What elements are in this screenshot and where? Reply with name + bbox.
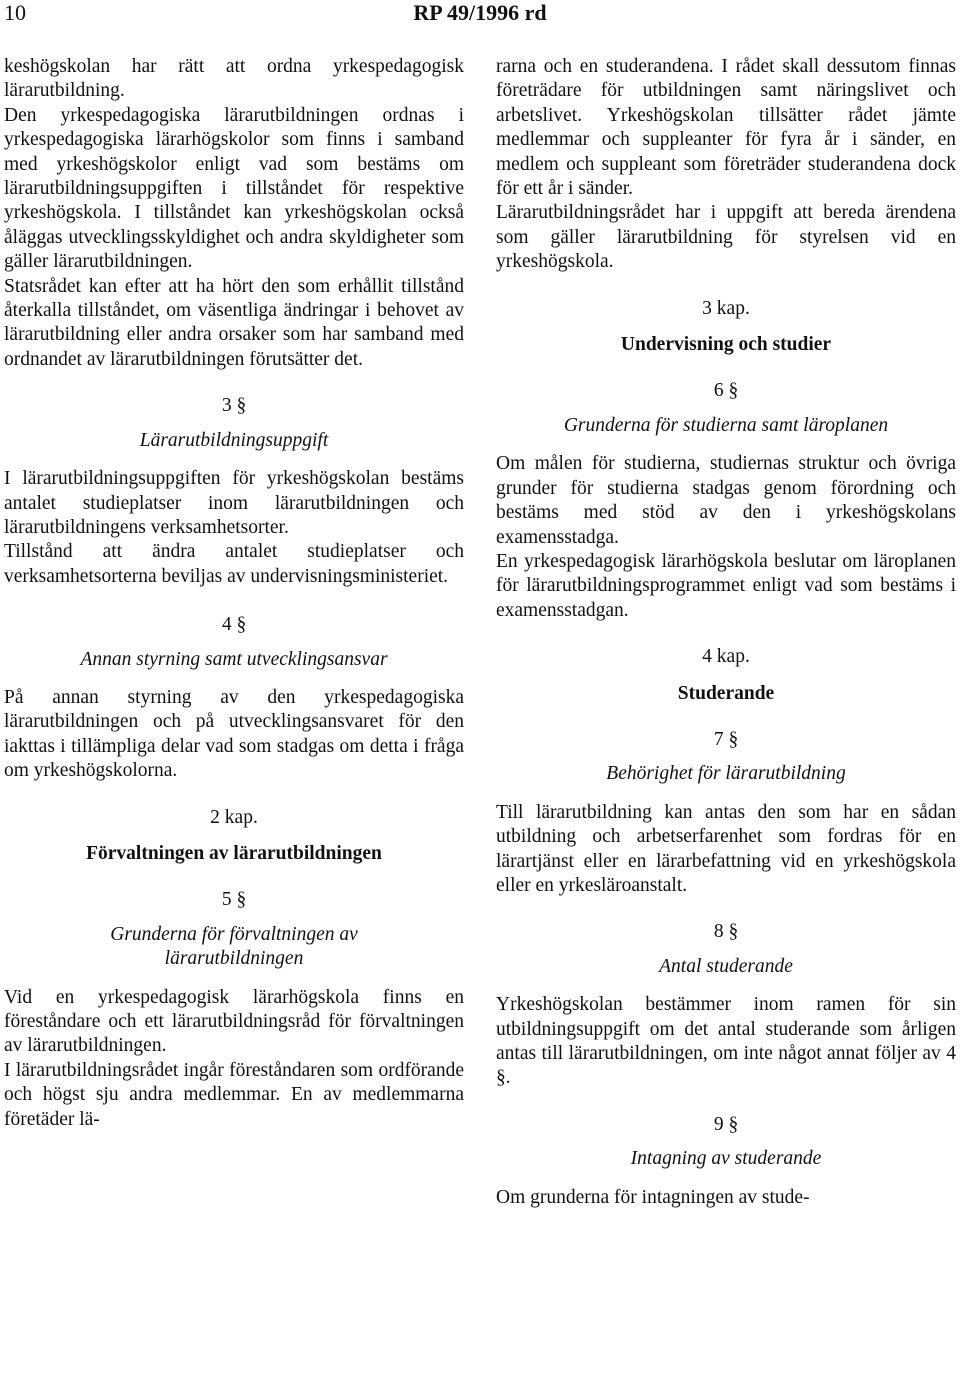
paragraph: I lärarutbildningsuppgiften för yrkeshögskolan bestäms antalet studieplatser inom lärarutbildningen och lärarutbildningens verksamhetsorter. xyxy=(4,468,464,538)
paragraph: Statsrådet kan efter att ha hört den som erhållit tillstånd återkalla tillståndet, om väsentliga ändringar i behovet av lärarutbildning eller andra orsaker som har samband med ordnandet av lärarutbildningen förutsätter det. xyxy=(4,275,464,370)
paragraph: I lärarutbildningsrådet ingår föreståndaren som ordförande och högst sju andra medlemmar. En av medlemmarna företäder lä- xyxy=(4,1059,464,1130)
chapter-title: Förvaltningen av lärarutbildningen xyxy=(86,842,382,864)
section-heading: 9 § xyxy=(713,1113,739,1135)
left-column xyxy=(4,55,464,1132)
paragraph: På annan styrning av den yrkespedagogiska lärarutbildningen och på utvecklingsansvaret för den iakttas i tillämpliga delar vad som stadgas om detta i fråga om yrkeshögskolorna. xyxy=(4,686,464,782)
paragraph: Vid en yrkespedagogisk lärarhögskola finns en föreståndare och ett lärarutbildningsråd för förvaltningen av lärarutbildningen. xyxy=(4,986,464,1057)
paragraph: Om målen för studierna, studiernas struktur och övriga grunder för studierna stadgas genom förordning och bestäms med stöd av den i yrkeshögskolans examensstadga. xyxy=(496,453,956,548)
section-heading: 3 § xyxy=(221,395,247,417)
section-heading: 6 § xyxy=(713,380,739,402)
section-heading: 4 § xyxy=(221,614,247,636)
section-heading: 7 § xyxy=(713,728,739,750)
paragraph: keshögskolan har rätt att ordna yrkespedagogisk lärarutbildning. xyxy=(4,56,464,102)
section-title: Antal studerande xyxy=(659,955,793,977)
paragraph: rarna och en studerandena. I rådet skall dessutom finnas företrädare för utbildningen samt näringslivet och arbetslivet. Yrkeshögskolan tillsätter rådet jämte medlemmar och suppleanter för fyra år i sänder, en medlem och suppleant som företräder studerandena dock för ett år i sänder. xyxy=(496,56,956,200)
section-title: Intagning av studerande xyxy=(630,1148,822,1170)
section-title: Grunderna för förvaltningen av lärarutbildningen xyxy=(110,923,358,970)
document-id: RP 49/1996 rd xyxy=(413,0,547,25)
paragraph: Lärarutbildningsrådet har i uppgift att bereda ärendena som gäller lärarutbildning för styrelsen vid en yrkeshögskola. xyxy=(496,202,956,273)
page-header xyxy=(0,0,960,40)
paragraph: En yrkespedagogisk lärarhögskola beslutar om läroplanen för lärarutbildningsprogrammet enligt vad som bestäms i examensstadgan. xyxy=(496,550,956,621)
paragraph: Till lärarutbildning kan antas den som har en sådan utbildning och arbetserfarenhet som fordras för en lärartjänst eller en lärarbefattning vid en yrkeshögskola eller en yrkesläroanstalt. xyxy=(496,801,956,896)
chapter-title: Undervisning och studier xyxy=(620,334,832,356)
section-title: Lärarutbildningsuppgift xyxy=(139,429,329,451)
chapter-heading: 4 kap. xyxy=(702,646,750,668)
section-heading: 5 § xyxy=(221,889,247,911)
section-title: Annan styrning samt utvecklingsansvar xyxy=(80,648,388,670)
right-column xyxy=(496,55,956,1210)
page-number: 10 xyxy=(4,0,26,25)
chapter-title: Studerande xyxy=(677,682,775,704)
paragraph: Yrkeshögskolan bestämmer inom ramen för sin utbildningsuppgift om det antal studerande som årligen antas till lärarutbildningen, om inte något annat följer av 4 §. xyxy=(496,994,956,1089)
paragraph: Om grunderna för intagningen av stude- xyxy=(496,1186,810,1208)
section-title: Grunderna för studierna samt läroplanen xyxy=(563,414,889,436)
chapter-heading: 2 kap. xyxy=(210,806,258,828)
paragraph: Tillstånd att ändra antalet studieplatser och verksamhetsorterna beviljas av undervisningsministeriet. xyxy=(4,541,464,587)
section-heading: 8 § xyxy=(713,921,739,943)
paragraph: Den yrkespedagogiska lärarutbildningen ordnas i yrkespedagogiska lärarhögskolor som finns i samband med yrkeshögskolor enligt vad som bestäms om lärarutbildningsuppgiften i tillståndet för respektive yrkeshögskola. I tillståndet kan yrkeshögskolan också åläggas utvecklingsskyldighet och andra skyldigheter som gäller lärarutbildningen. xyxy=(4,104,464,273)
chapter-heading: 3 kap. xyxy=(702,297,750,319)
section-title: Behörighet för lärarutbildning xyxy=(606,763,846,785)
